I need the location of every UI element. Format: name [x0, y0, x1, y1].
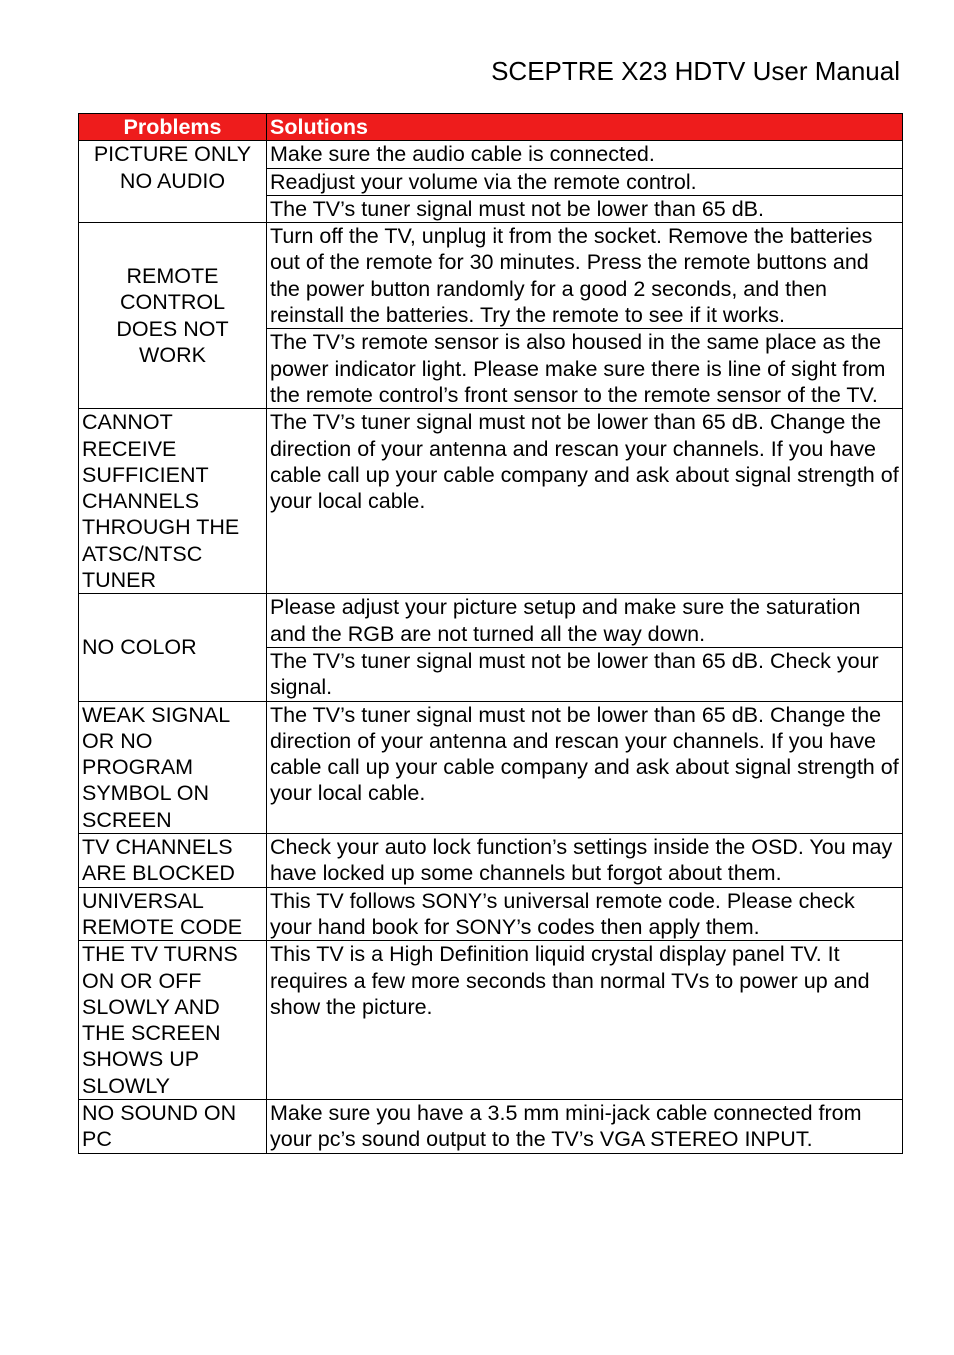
table-row [79, 594, 903, 648]
problem-cell: UNIVERSAL REMOTE CODE [79, 887, 267, 941]
table-row [79, 887, 903, 941]
table-row [79, 701, 903, 833]
problem-cell: TV CHANNELS ARE BLOCKED [79, 834, 267, 888]
problem-cell: PICTURE ONLY NO AUDIO [79, 141, 267, 223]
problem-cell: REMOTE CONTROL DOES NOT WORK [79, 223, 267, 409]
table-row [79, 834, 903, 888]
table-header-row [79, 114, 903, 141]
table-row [79, 941, 903, 1100]
solution-cell: Readjust your volume via the remote control. [267, 168, 903, 195]
solution-cell: Turn off the TV, unplug it from the socket. Remove the batteries out of the remote for 30 minutes. Press the remote buttons and the power button randomly for a good 2 seconds, and then reinstall the batteries. Try the remote to see if it works. [267, 223, 903, 329]
solution-cell: Check your auto lock function’s settings inside the OSD. You may have locked up some channels but forgot about them. [267, 834, 903, 888]
table-row [79, 141, 903, 168]
table-row [79, 409, 903, 594]
troubleshooting-table [78, 113, 903, 1154]
solution-cell: Make sure you have a 3.5 mm mini-jack cable connected from your pc’s sound output to the TV’s VGA STEREO INPUT. [267, 1099, 903, 1153]
problem-cell: NO SOUND ON PC [79, 1099, 267, 1153]
solution-cell: This TV follows SONY’s universal remote code. Please check your hand book for SONY’s codes then apply them. [267, 887, 903, 941]
table-row [79, 223, 903, 329]
problem-cell: CANNOT RECEIVE SUFFICIENT CHANNELS THROUGH THE ATSC/NTSC TUNER [79, 409, 267, 594]
solution-cell: The TV’s tuner signal must not be lower than 65 dB. Check your signal. [267, 647, 903, 701]
solution-cell: Please adjust your picture setup and make sure the saturation and the RGB are not turned all the way down. [267, 594, 903, 648]
problem-cell: NO COLOR [79, 594, 267, 701]
solution-cell: Make sure the audio cable is connected. [267, 141, 903, 168]
solution-cell: The TV’s tuner signal must not be lower than 65 dB. Change the direction of your antenna and rescan your channels. If you have cable call up your cable company and ask about signal strength of your local cable. [267, 409, 903, 594]
problem-cell: WEAK SIGNAL OR NO PROGRAM SYMBOL ON SCREEN [79, 701, 267, 833]
table-row [79, 1099, 903, 1153]
solution-cell: The TV’s tuner signal must not be lower than 65 dB. Change the direction of your antenna and rescan your channels. If you have cable call up your cable company and ask about signal strength of your local cable. [267, 701, 903, 833]
page-title: SCEPTRE X23 HDTV User Manual [491, 56, 900, 86]
column-header-problems: Problems [79, 114, 267, 141]
solution-cell: The TV’s remote sensor is also housed in the same place as the power indicator light. Please make sure there is line of sight from the remote control’s front sensor to the remote sensor of the TV. [267, 329, 903, 409]
problem-cell: THE TV TURNS ON OR OFF SLOWLY AND THE SCREEN SHOWS UP SLOWLY [79, 941, 267, 1100]
solution-cell: This TV is a High Definition liquid crystal display panel TV. It requires a few more seconds than normal TVs to power up and show the picture. [267, 941, 903, 1100]
column-header-solutions: Solutions [267, 114, 903, 141]
solution-cell: The TV’s tuner signal must not be lower than 65 dB. [267, 195, 903, 222]
